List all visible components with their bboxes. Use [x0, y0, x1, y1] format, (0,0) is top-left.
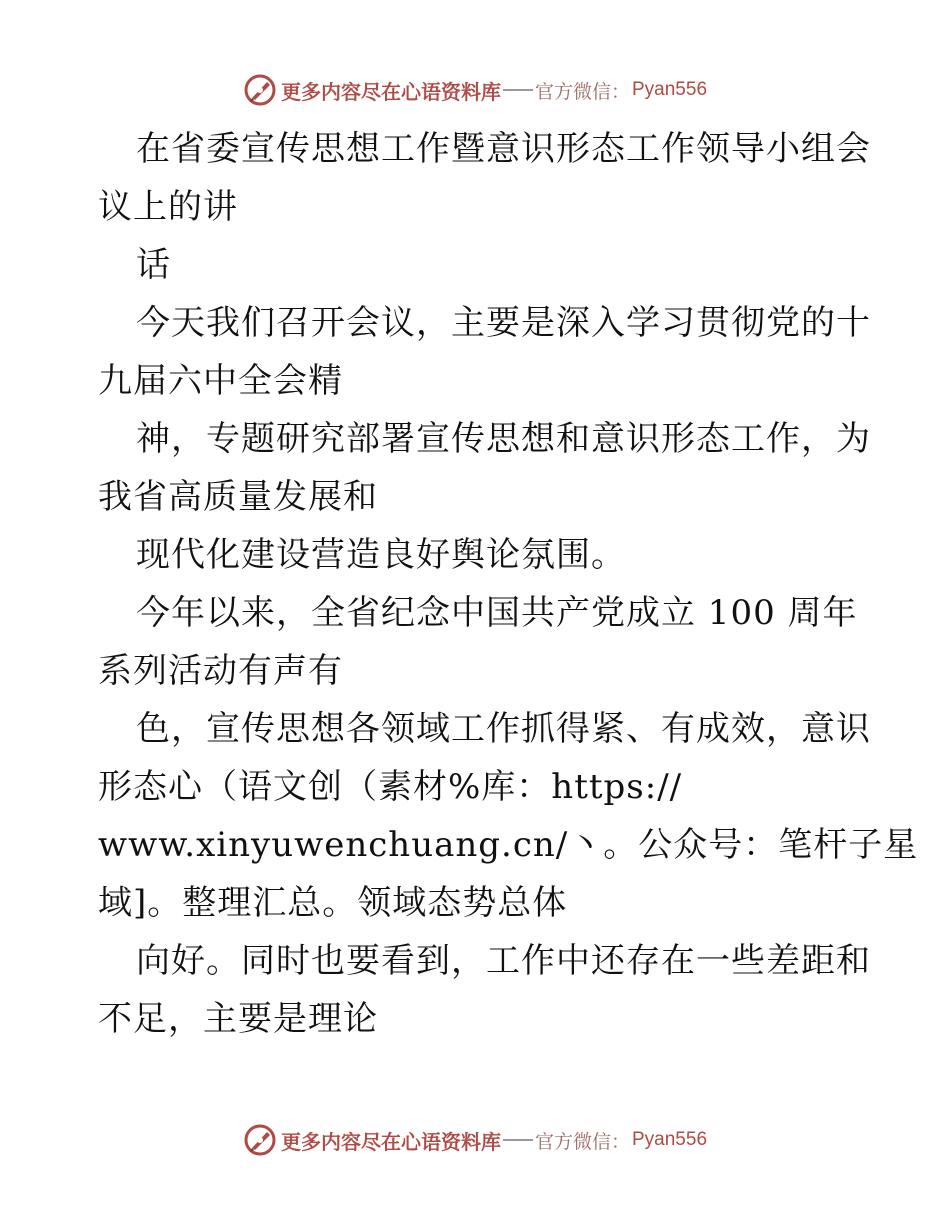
doc-line: 神，专题研究部署宣传思想和意识形态工作，为: [136, 419, 871, 459]
banner-title: 更多内容尽在心语资料库: [280, 79, 501, 104]
doc-line: 现代化建设营造良好舆论氛围。: [136, 535, 626, 575]
doc-line: 系列活动有声有: [98, 651, 343, 691]
doc-line: 话: [136, 245, 171, 285]
banner-divider: [503, 89, 533, 91]
doc-line: 向好。同时也要看到，工作中还存在一些差距和: [136, 941, 871, 981]
banner-subtitle: 官方微信：: [534, 1130, 630, 1153]
banner-subtitle: 官方微信：: [534, 80, 630, 103]
quill-pen-logo-icon: [243, 1123, 277, 1157]
doc-line: 色，宣传思想各领域工作抓得紧、有成效，意识: [136, 709, 871, 749]
banner-divider: [503, 1139, 533, 1141]
banner-title: 更多内容尽在心语资料库: [280, 1129, 501, 1154]
doc-line: 我省高质量发展和: [98, 477, 378, 517]
doc-line: 今年以来，全省纪念中国共产党成立 100 周年: [136, 593, 858, 633]
banner-wechat-id: Pyan556: [632, 79, 708, 100]
banner-wechat-id: Pyan556: [632, 1129, 708, 1150]
doc-line: www.xinyuwenchuang.cn/丶。公众号：笔杆子星: [98, 825, 919, 865]
doc-line: 域]。整理汇总。领域态势总体: [98, 883, 568, 923]
doc-line: 形态心（语文创（素材%库：https://: [98, 767, 683, 807]
doc-line: 九届六中全会精: [98, 361, 343, 401]
doc-line: 不足，主要是理论: [98, 999, 378, 1039]
quill-pen-logo-icon: [243, 73, 277, 107]
footer-banner: [0, 1120, 950, 1160]
header-banner: [0, 70, 950, 110]
doc-line: 今天我们召开会议，主要是深入学习贯彻党的十: [136, 303, 871, 343]
doc-line: 在省委宣传思想工作暨意识形态工作领导小组会: [136, 129, 871, 169]
doc-line: 议上的讲: [98, 187, 238, 227]
document-body: [98, 120, 919, 1048]
